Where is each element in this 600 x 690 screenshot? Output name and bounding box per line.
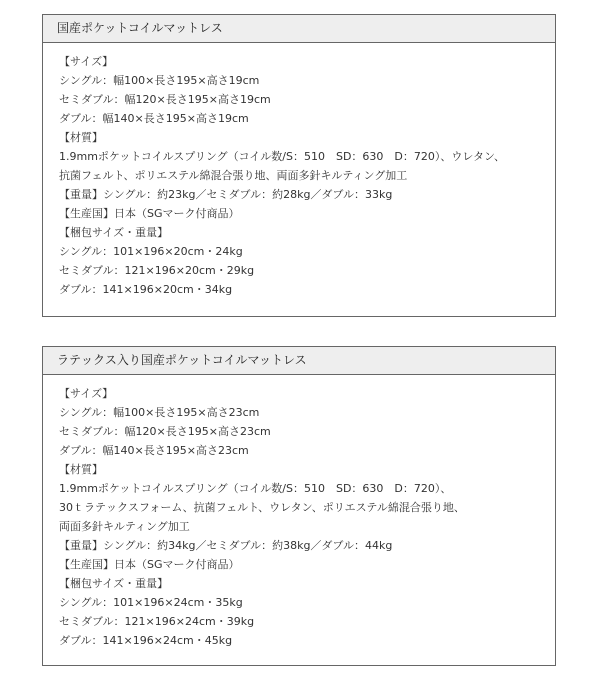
spec-line: 1.9mmポケットコイルスプリング（コイル数/S：510 SD：630 D：720）、 bbox=[59, 482, 452, 495]
spec-box-latex-pocket-coil bbox=[42, 346, 556, 666]
spec-line: シングル：101×196×20cm・24kg bbox=[59, 245, 243, 258]
spec-heading-package: 【梱包サイズ・重量】 bbox=[59, 226, 169, 239]
spec-title: ラテックス入り国産ポケットコイルマットレス bbox=[43, 347, 555, 375]
spec-line: セミダブル：121×196×20cm・29kg bbox=[59, 264, 255, 277]
spec-line: 1.9mmポケットコイルスプリング（コイル数/S：510 SD：630 D：720）、ウレタン、 bbox=[59, 150, 506, 163]
spec-line: ダブル：幅140×長さ195×高さ19cm bbox=[59, 112, 249, 125]
spec-body bbox=[43, 375, 555, 650]
spec-line: セミダブル：幅120×長さ195×高さ23cm bbox=[59, 425, 271, 438]
spec-line: 30ｔラテックスフォーム、抗菌フェルト、ウレタン、ポリエステル綿混合張り地、 bbox=[59, 501, 465, 514]
spec-heading-size: 【サイズ】 bbox=[59, 55, 114, 68]
spec-line: ダブル：141×196×20cm・34kg bbox=[59, 283, 233, 296]
spec-line-origin: 【生産国】日本（SGマーク付商品） bbox=[59, 558, 240, 571]
spec-line: セミダブル：幅120×長さ195×高さ19cm bbox=[59, 93, 271, 106]
spec-line: シングル：幅100×長さ195×高さ23cm bbox=[59, 406, 260, 419]
spec-line: ダブル：幅140×長さ195×高さ23cm bbox=[59, 444, 249, 457]
spec-title: 国産ポケットコイルマットレス bbox=[43, 15, 555, 43]
spec-line: セミダブル：121×196×24cm・39kg bbox=[59, 615, 255, 628]
spec-line: ダブル：141×196×24cm・45kg bbox=[59, 634, 233, 647]
spec-line: シングル：幅100×長さ195×高さ19cm bbox=[59, 74, 260, 87]
spec-line-weight: 【重量】シングル：約34kg／セミダブル：約38kg／ダブル：44kg bbox=[59, 539, 393, 552]
spec-box-pocket-coil bbox=[42, 14, 556, 317]
spec-line-origin: 【生産国】日本（SGマーク付商品） bbox=[59, 207, 240, 220]
spec-line-weight: 【重量】シングル：約23kg／セミダブル：約28kg／ダブル：33kg bbox=[59, 188, 393, 201]
spec-line: 抗菌フェルト、ポリエステル綿混合張り地、両面多針キルティング加工 bbox=[59, 169, 408, 182]
spec-heading-size: 【サイズ】 bbox=[59, 387, 114, 400]
spec-heading-material: 【材質】 bbox=[59, 463, 103, 476]
spec-body bbox=[43, 43, 555, 299]
spec-heading-material: 【材質】 bbox=[59, 131, 103, 144]
spec-line: シングル：101×196×24cm・35kg bbox=[59, 596, 243, 609]
spec-line: 両面多針キルティング加工 bbox=[59, 520, 190, 533]
spec-heading-package: 【梱包サイズ・重量】 bbox=[59, 577, 169, 590]
